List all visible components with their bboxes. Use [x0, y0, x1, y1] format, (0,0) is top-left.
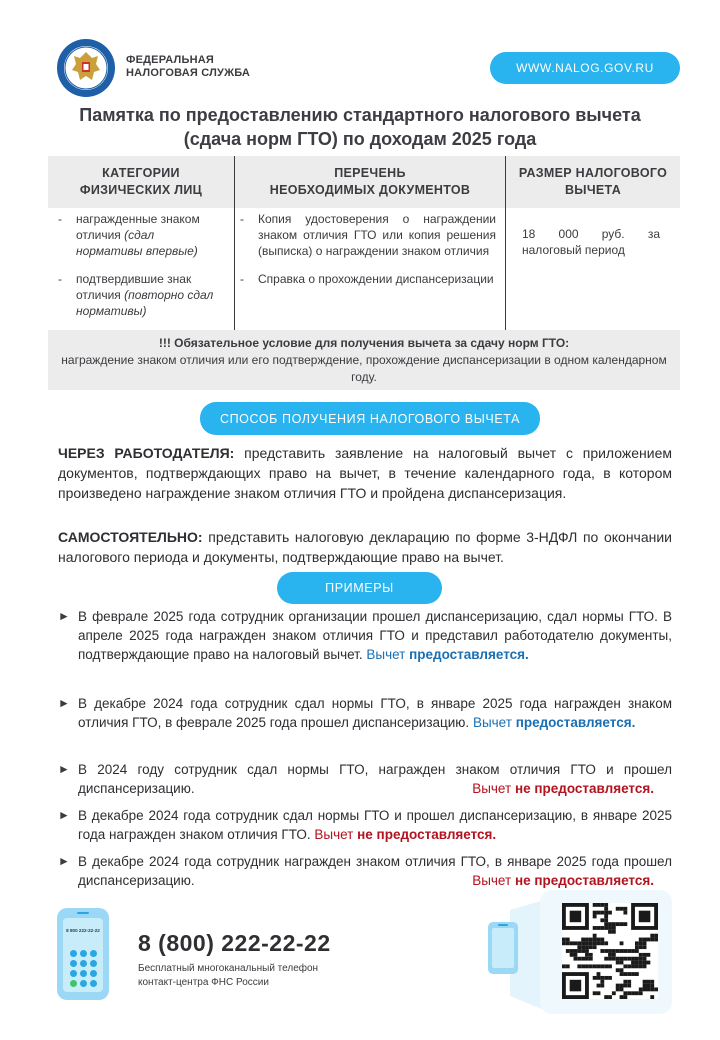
mandatory-condition [48, 330, 680, 390]
column-divider [234, 156, 235, 330]
examples-section-pill: ПРИМЕРЫ [277, 572, 442, 604]
verdict-prefix: Вычет [472, 873, 512, 888]
example-text: В декабре 2024 года сотрудник сдал нормы ГТО, в январе 2025 года награжден знаком отличия ГТО, в феврале 2025 года прошел диспансеризацию. [78, 696, 672, 730]
arrow-bullet-icon: ► [58, 854, 70, 868]
org-name [126, 54, 250, 80]
example-text: В декабре 2024 года сотрудник награжден знаком отличия ГТО, в январе 2025 года прошел диспансеризацию. [78, 854, 672, 888]
category-text: подтвердившие знак отличия [76, 272, 192, 302]
category-note: (повторно сдал нормативы) [76, 288, 214, 318]
document-item: - Копия удостоверения о награждении знаком отличия ГТО или копия решения (выписка) о награждении знаком отличия [240, 211, 496, 259]
table-header-amount [506, 156, 680, 208]
example-item [58, 806, 672, 844]
category-note: (сдал нормативы впервые) [76, 228, 198, 258]
header-text: ВЫЧЕТА [564, 183, 622, 197]
verdict-prefix: Вычет [472, 715, 512, 730]
header-text: ФИЗИЧЕСКИХ ЛИЦ [79, 183, 203, 197]
arrow-bullet-icon: ► [58, 609, 70, 623]
verdict-positive: предоставляется. [409, 647, 529, 662]
example-text: В декабре 2024 года сотрудник сдал нормы ГТО и прошел диспансеризацию, в январе 2025 года награжден знаком отличия ГТО. [78, 808, 672, 842]
example-text: В 2024 году сотрудник сдал нормы ГТО, награжден знаком отличия ГТО и прошел диспансеризацию. [78, 762, 672, 796]
arrow-bullet-icon: ► [58, 696, 70, 710]
verdict-negative: не предоставляется. [357, 827, 497, 842]
website-button[interactable]: WWW.NALOG.GOV.RU [490, 52, 680, 84]
title-line2: (сдача норм ГТО) по доходам 2025 года [183, 129, 537, 149]
page-title [40, 103, 680, 151]
category-item [58, 271, 218, 319]
categories-cell [58, 211, 218, 327]
example-item [58, 760, 672, 798]
example-item [58, 852, 672, 890]
category-text: награжденные знаком отличия [76, 212, 200, 242]
example-item [58, 607, 672, 664]
arrow-bullet-icon: ► [58, 762, 70, 776]
category-item [58, 211, 218, 259]
employer-label: ЧЕРЕЗ РАБОТОДАТЕЛЯ: [58, 445, 235, 461]
table-header-documents [235, 156, 505, 208]
header-text: КАТЕГОРИИ [102, 166, 180, 180]
org-name-line1: ФЕДЕРАЛЬНАЯ [126, 54, 214, 66]
example-item [58, 694, 672, 732]
phone-icon-number: 8 800 222-22-22 [66, 928, 100, 933]
verdict-positive: предоставляется. [515, 715, 636, 730]
title-line1: Памятка по предоставлению стандартного налогового вычета [79, 105, 641, 125]
example-text: В феврале 2025 года сотрудник организации прошел диспансеризацию, сдал нормы ГТО. В апреле 2025 года награжден знаком отличия ГТО и представил работодателю документы, подтверждающие право на налоговый вычет. [78, 609, 672, 662]
condition-title: !!! Обязательное условие для получения вычета за сдачу норм ГТО: [158, 335, 570, 350]
self-method [58, 527, 672, 567]
org-name-line2: НАЛОГОВАЯ СЛУЖБА [126, 67, 251, 79]
self-text: представить налоговую декларацию по форме 3-НДФЛ по окончании налогового периода и документы, подтверждающие право на вычет. [58, 529, 672, 565]
method-section-pill: СПОСОБ ПОЛУЧЕНИЯ НАЛОГОВОГО ВЫЧЕТА [200, 402, 540, 435]
document-item: - Справка о прохождении диспансеризации [240, 271, 496, 287]
verdict-prefix: Вычет [314, 827, 354, 842]
header-text: РАЗМЕР НАЛОГОВОГО [518, 166, 668, 180]
column-divider [505, 156, 506, 330]
condition-text: награждение знаком отличия или его подтверждение, прохождение диспансеризации в одном календарном году. [61, 352, 667, 384]
header-text: ПЕРЕЧЕНЬ [334, 166, 406, 180]
phone-icon [57, 908, 109, 1000]
verdict-prefix: Вычет [472, 781, 512, 796]
fns-emblem-icon [56, 38, 116, 98]
header-text: НЕОБХОДИМЫХ ДОКУМЕНТОВ [269, 183, 471, 197]
table-header-categories [48, 156, 234, 208]
verdict-negative: не предоставляется. [514, 873, 654, 888]
verdict-negative: не предоставляется. [514, 781, 654, 796]
hotline-desc-line2: контакт-центра ФНС России [138, 977, 269, 988]
employer-text: представить заявление на налоговый вычет с приложением документов, подтверждающих право на вычет, в течение календарного года, в котором произведено награждение знаком отличия ГТО и пройдена диспансеризация. [58, 445, 673, 501]
hotline-description [138, 962, 318, 990]
amount-cell: 18 000 руб. за налоговый период [522, 227, 660, 257]
self-label: САМОСТОЯТЕЛЬНО: [58, 529, 203, 545]
qr-code-icon[interactable] [562, 902, 658, 1000]
employer-method [58, 443, 672, 503]
documents-cell [240, 211, 496, 295]
hotline-number[interactable]: 8 (800) 222-22-22 [138, 930, 331, 956]
arrow-bullet-icon: ► [58, 808, 70, 822]
verdict-prefix: Вычет [366, 647, 406, 662]
smartphone-icon [484, 900, 544, 1010]
hotline-desc-line1: Бесплатный многоканальный телефон [138, 963, 319, 974]
